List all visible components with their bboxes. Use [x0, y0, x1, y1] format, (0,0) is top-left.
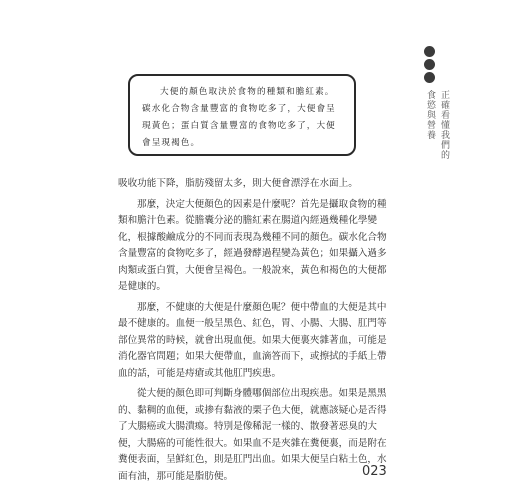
body-text [118, 176, 390, 489]
paragraph: 那麼，不健康的大便是什麼顏色呢？便中帶血的大便是其中最不健康的。血便一般呈黑色、紅色，胃、小腸、大腸、肛門等部位異常的時候，就會出現血便。如果大便裏夾雜著血，可能是消化器官問題；如果大便帶血，血滴答而下，或擦拭的手紙上帶血的話，可能是痔瘡或其他肛門疾患。 [118, 301, 387, 379]
summary-callout-box [128, 74, 356, 156]
paragraph: 從大便的顏色即可判斷身體哪個部位出現疾患。如果是黑黑的、黏稠的血便，或掺有黏液的栗子色大便，就應該疑心是否得了大腸癌或大腸潰瘍。特別是像稀泥一樣的、散發著惡臭的大便，大腸癌的可能性很大。如果血不是夾雜在糞便裏，而是附在糞便表面，呈鮮紅色，則是肛門出血。如果大便呈白粘土色，水面有油，那可能是脂肪便。 [118, 388, 387, 482]
paragraph: 吸收功能下降，脂肪殘留太多，則大便會漂浮在水面上。 [118, 178, 358, 189]
circle-icon [424, 72, 435, 83]
paragraph: 那麼，決定大便顏色的因素是什麼呢？首先是攝取食物的種類和膽汁色素。從膽囊分泌的膽紅素在腸道內經過幾種化學變化，根據酸鹼成分的不同而表現為幾種不同的顏色。碳水化合物含量豐富的食物吃多了，經過發酵過程變為黃色；如果攝入過多肉類或蛋白質，大便會呈褐色。一般說來，黃色和褐色的大便都是健康的。 [118, 198, 387, 292]
circle-icon [424, 59, 435, 70]
chapter-title: 正確看懂我們的食慾與營養 [425, 90, 449, 160]
circle-icon [424, 46, 435, 57]
page-number: 023 [362, 464, 387, 479]
callout-text: 大便的顏色取決於食物的種類和膽紅素。碳水化合物含量豐富的食物吃多了，大便會呈現黃色；蛋白質含量豐富的食物吃多了，大便會呈現褐色。 [142, 87, 336, 148]
chapter-side-header [422, 10, 449, 160]
